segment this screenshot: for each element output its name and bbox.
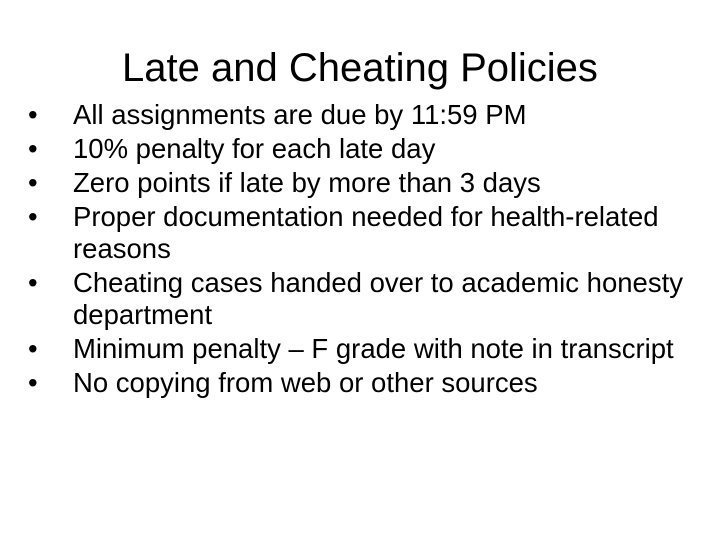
bullet-dot-icon: • bbox=[28, 201, 38, 232]
bullet-text: Proper documentation needed for health-related reasons bbox=[73, 201, 659, 264]
slide-title: Late and Cheating Policies bbox=[122, 46, 598, 90]
bullet-text: Minimum penalty – F grade with note in transcript bbox=[73, 333, 674, 364]
bullet-item bbox=[28, 99, 688, 131]
bullet-item bbox=[28, 201, 688, 265]
bullet-item bbox=[28, 133, 688, 165]
bullet-dot-icon: • bbox=[28, 267, 38, 298]
bullet-item bbox=[28, 167, 688, 199]
bullet-dot-icon: • bbox=[28, 99, 38, 130]
bullet-dot-icon: • bbox=[28, 333, 38, 364]
bullet-item bbox=[28, 367, 688, 399]
bullet-text: Zero points if late by more than 3 days bbox=[73, 167, 541, 198]
bullet-item bbox=[28, 333, 688, 365]
bullet-text: 10% penalty for each late day bbox=[73, 133, 436, 164]
bullet-list bbox=[28, 99, 688, 401]
bullet-dot-icon: • bbox=[28, 367, 38, 398]
bullet-dot-icon: • bbox=[28, 167, 38, 198]
bullet-text: Cheating cases handed over to academic honesty department bbox=[73, 267, 683, 330]
bullet-dot-icon: • bbox=[28, 133, 38, 164]
bullet-item bbox=[28, 267, 688, 331]
bullet-text: No copying from web or other sources bbox=[73, 367, 538, 398]
bullet-text: All assignments are due by 11:59 PM bbox=[73, 99, 527, 130]
